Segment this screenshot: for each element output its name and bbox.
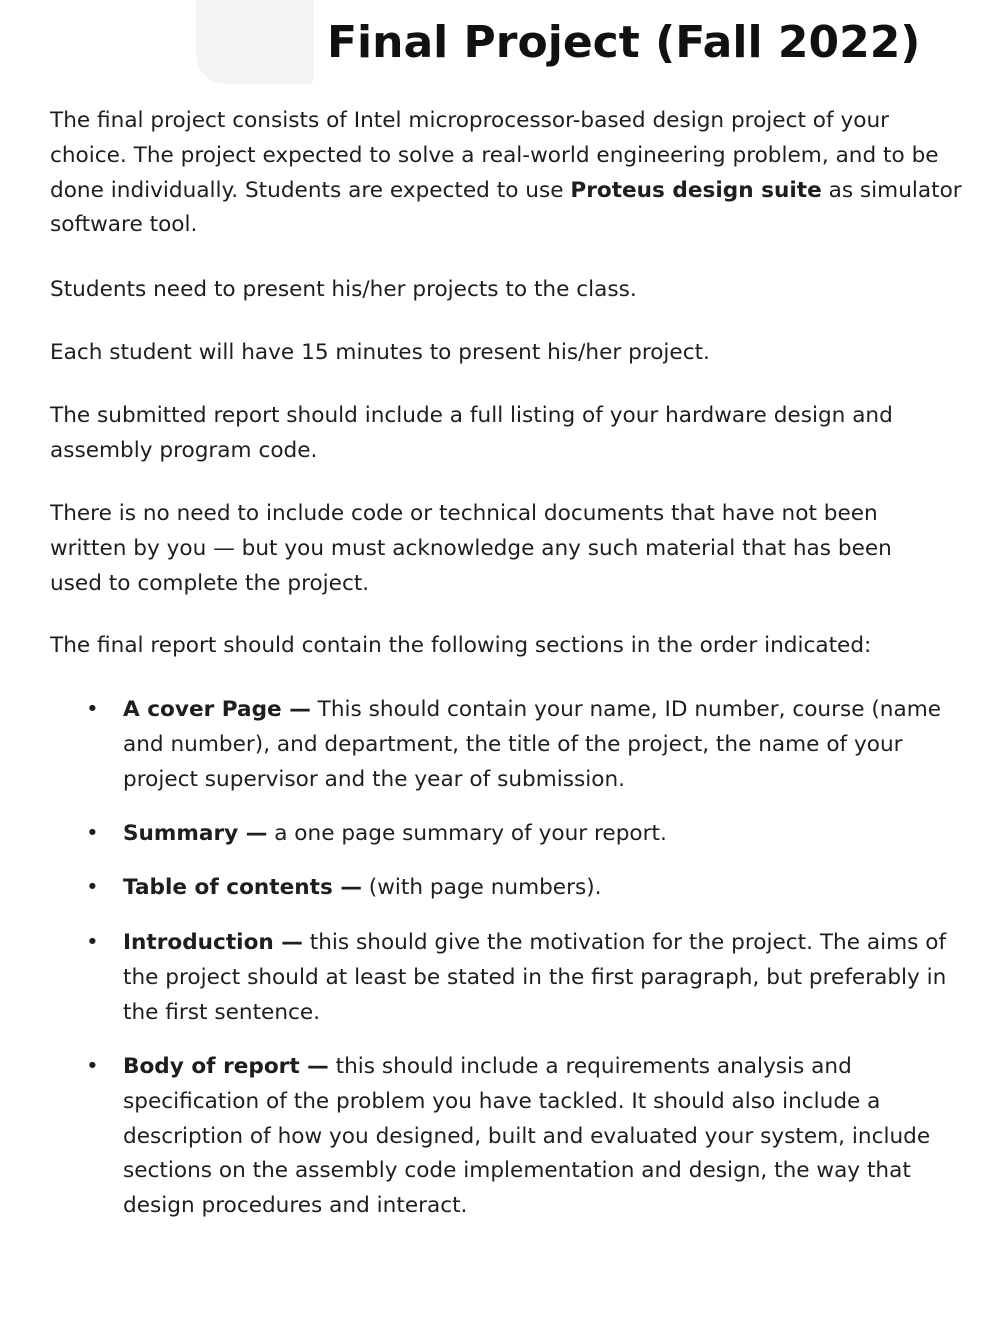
report-listing-paragraph xyxy=(50,399,1000,469)
list-item-term: Body of report — xyxy=(123,1054,329,1079)
page-title: Final Project (Fall 2022) xyxy=(327,17,921,68)
list-item-body xyxy=(123,926,1007,1030)
sections-intro-paragraph: The final report should contain the following sections in the order indicated: xyxy=(50,633,872,658)
list-item-term: A cover Page — xyxy=(123,697,311,722)
list-item-text: the project should at least be stated in the first paragraph, but preferably in xyxy=(123,964,947,990)
acknowledgement-paragraph xyxy=(50,497,1000,601)
bullet: • xyxy=(86,1054,99,1079)
software-name: Proteus design suite xyxy=(570,177,822,203)
presentation-paragraph: Students need to present his/her projects to the class. xyxy=(50,277,637,302)
list-item-term: Summary — xyxy=(123,821,268,846)
acknowledgement-line-1: There is no need to include code or technical documents that have not been xyxy=(50,501,878,526)
duration-paragraph: Each student will have 15 minutes to present his/her project. xyxy=(50,340,710,365)
list-item-text: the first sentence. xyxy=(123,999,321,1025)
list-item-text: description of how you designed, built and evaluated your system, include xyxy=(123,1123,931,1149)
list-item-text: sections on the assembly code implementation and design, the way that xyxy=(123,1158,911,1184)
bullet: • xyxy=(86,875,99,900)
intro-paragraph xyxy=(50,104,1000,243)
list-item-body xyxy=(123,817,1007,852)
intro-line-3-end: as simulator xyxy=(821,177,962,203)
list-item-text: a one page summary of your report. xyxy=(267,821,667,846)
bullet: • xyxy=(86,821,99,846)
acknowledgement-line-3: used to complete the project. xyxy=(50,570,370,596)
bullet: • xyxy=(86,697,99,722)
list-item-term: Introduction — xyxy=(123,930,303,955)
list-item-term: Table of contents — xyxy=(123,875,362,900)
list-item-text: this should include a requirements analysis and xyxy=(328,1054,852,1079)
intro-line-3 xyxy=(50,174,1000,209)
list-item-body xyxy=(123,871,1007,906)
report-listing-line-2: assembly program code. xyxy=(50,437,318,463)
intro-line-2: choice. The project expected to solve a real-world engineering problem, and to be xyxy=(50,142,939,168)
list-item-text: This should contain your name, ID number, course (name xyxy=(310,697,942,722)
list-item-body xyxy=(123,693,1007,797)
intro-line-3-start: done individually. Students are expected to use xyxy=(50,177,571,203)
intro-line-1: The final project consists of Intel microprocessor-based design project of your xyxy=(50,108,890,133)
bullet: • xyxy=(86,930,99,955)
intro-line-4: software tool. xyxy=(50,212,198,238)
report-listing-line-1: The submitted report should include a full listing of your hardware design and xyxy=(50,403,893,428)
list-item-text: design procedures and interact. xyxy=(123,1193,468,1219)
list-item-text: project supervisor and the year of submission. xyxy=(123,766,626,792)
list-item-text: (with page numbers). xyxy=(361,875,602,900)
acknowledgement-line-2: written by you — but you must acknowledge any such material that has been xyxy=(50,535,892,561)
scan-smudge xyxy=(196,0,314,84)
list-item-text: specification of the problem you have tackled. It should also include a xyxy=(123,1088,881,1114)
list-item-text: this should give the motivation for the project. The aims of xyxy=(302,930,947,955)
list-item-text: and number), and department, the title of the project, the name of your xyxy=(123,731,903,757)
list-item-body xyxy=(123,1050,1007,1224)
